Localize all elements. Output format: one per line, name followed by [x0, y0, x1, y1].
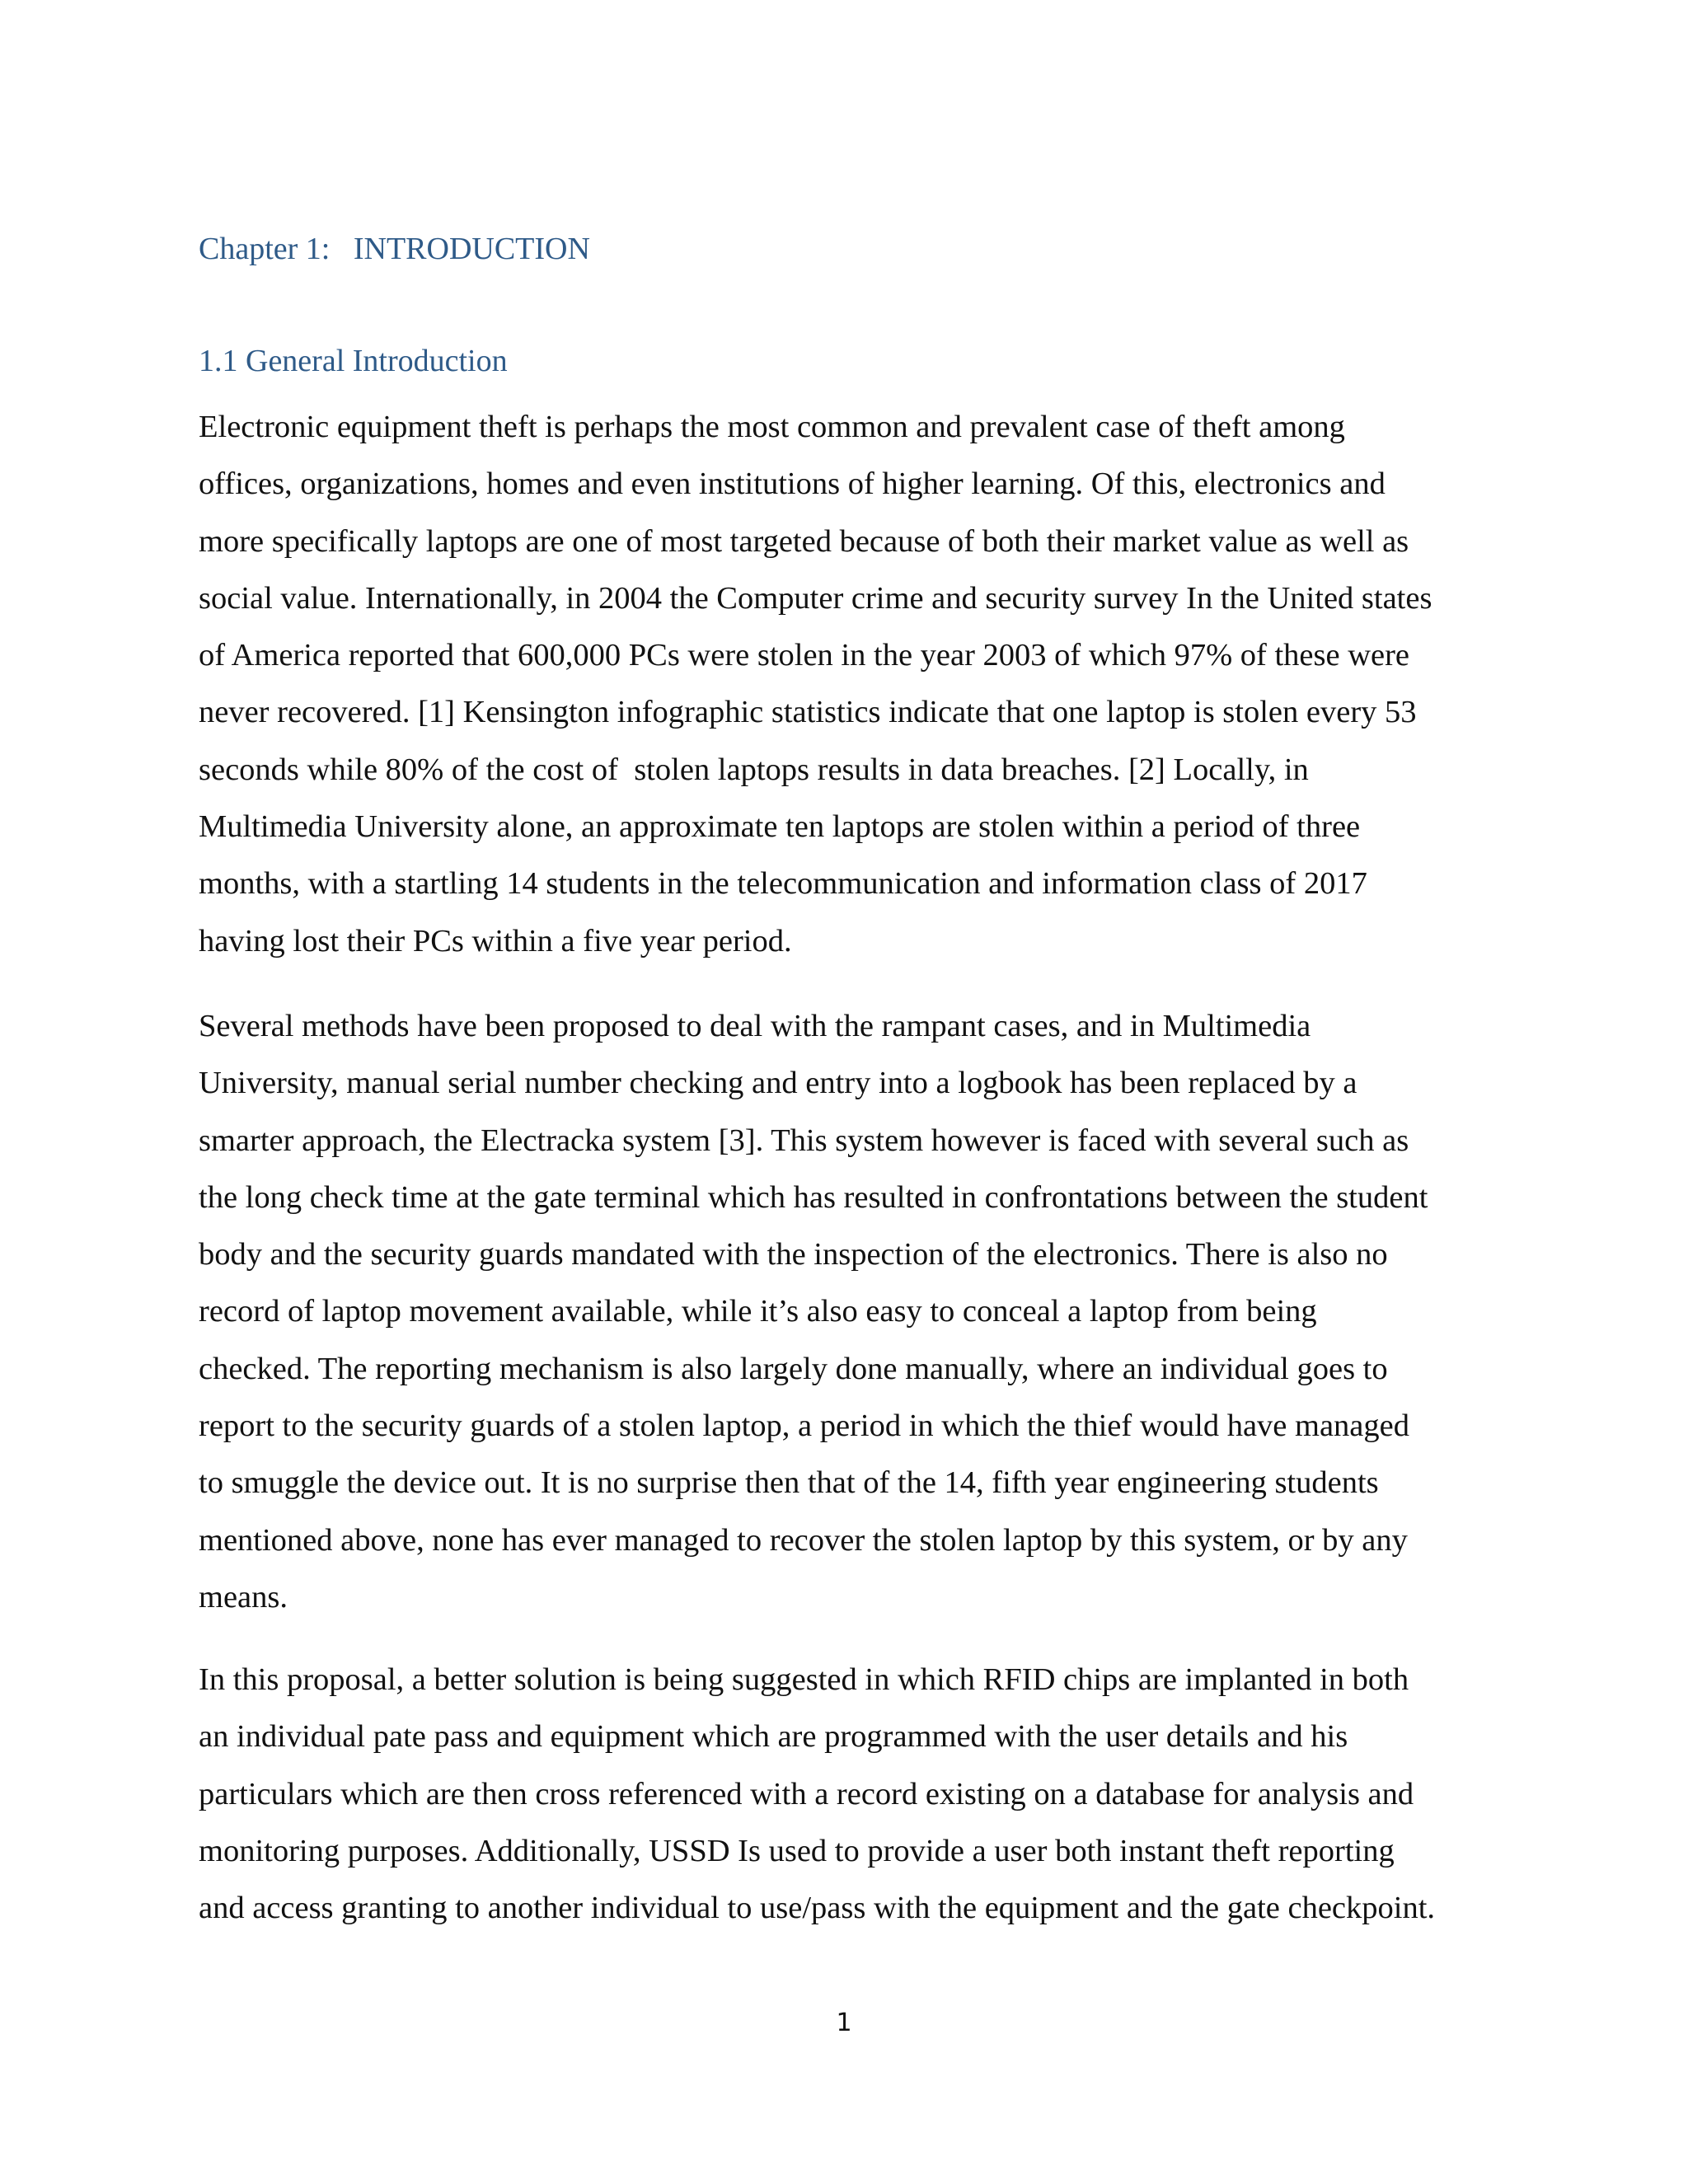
text-line: report to the security guards of a stolen laptop, a period in which the thief would have managed	[199, 1408, 1409, 1444]
text-line: seconds while 80% of the cost of stolen laptops results in data breaches. [2] Locally, in	[199, 752, 1309, 787]
text-line: Electronic equipment theft is perhaps the most common and prevalent case of theft among	[199, 410, 1345, 444]
text-line: mentioned above, none has ever managed to recover the stolen laptop by this system, or by any	[199, 1522, 1408, 1558]
paragraph-1	[199, 399, 1501, 970]
text-line: particulars which are then cross referenced with a record existing on a database for analysis and	[199, 1776, 1414, 1811]
section-heading: 1.1 General Introduction	[199, 344, 508, 378]
text-line: never recovered. [1] Kensington infographic statistics indicate that one laptop is stolen every 53	[199, 695, 1417, 730]
text-line: to smuggle the device out. It is no surprise then that of the 14, fifth year engineering students	[199, 1465, 1379, 1501]
text-line: the long check time at the gate terminal which has resulted in confrontations between the student	[199, 1179, 1428, 1215]
text-line: In this proposal, a better solution is being suggested in which RFID chips are implanted in both	[199, 1662, 1409, 1697]
text-line: offices, organizations, homes and even institutions of higher learning. Of this, electronics and	[199, 466, 1386, 502]
text-line: having lost their PCs within a five year period.	[199, 923, 792, 958]
text-line: monitoring purposes. Additionally, USSD Is used to provide a user both instant theft reporting	[199, 1833, 1395, 1868]
text-line: more specifically laptops are one of most targeted because of both their market value as well as	[199, 523, 1409, 559]
text-line: body and the security guards mandated with the inspection of the electronics. There is also no	[199, 1237, 1388, 1272]
paragraph-3	[199, 1652, 1501, 1937]
text-line: record of laptop movement available, while it’s also easy to conceal a laptop from being	[199, 1294, 1317, 1329]
paragraph-2	[199, 998, 1501, 1626]
text-line: an individual pate pass and equipment which are programmed with the user details and his	[199, 1719, 1348, 1755]
text-line: means.	[199, 1579, 288, 1615]
text-line: months, with a startling 14 students in the telecommunication and information class of 2017	[199, 866, 1367, 902]
text-line: social value. Internationally, in 2004 the Computer crime and security survey In the United states	[199, 580, 1432, 616]
text-line: checked. The reporting mechanism is also largely done manually, where an individual goes to	[199, 1351, 1388, 1386]
text-line: of America reported that 600,000 PCs were stolen in the year 2003 of which 97% of these were	[199, 638, 1409, 673]
text-line: University, manual serial number checking and entry into a logbook has been replaced by a	[199, 1066, 1357, 1101]
text-line: Several methods have been proposed to deal with the rampant cases, and in Multimedia	[199, 1009, 1311, 1043]
text-line: and access granting to another individual to use/pass with the equipment and the gate checkpoint.	[199, 1891, 1436, 1926]
chapter-heading: Chapter 1: INTRODUCTION	[199, 232, 590, 266]
text-line: Multimedia University alone, an approximate ten laptops are stolen within a period of three	[199, 809, 1361, 845]
page-number: 1	[836, 2008, 852, 2037]
text-line: smarter approach, the Electracka system [3]. This system however is faced with several such as	[199, 1122, 1409, 1158]
